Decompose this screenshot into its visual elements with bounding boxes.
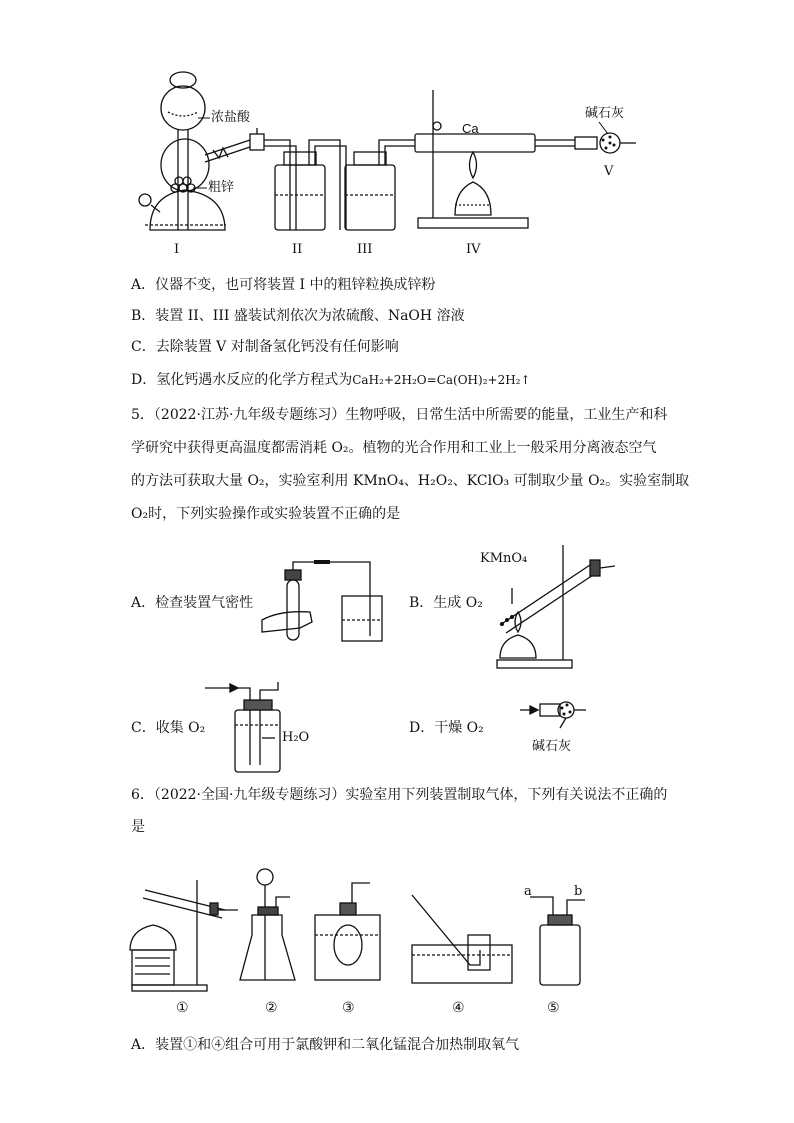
q6-option-a: A．装置①和④组合可用于氯酸钾和二氧化锰混合加热制取氧气 xyxy=(131,1037,520,1053)
q4-option-c: C．去除装置 V 对制备氢化钙没有任何影响 xyxy=(131,339,399,355)
q6-label-b: b xyxy=(574,884,583,899)
label-hcl: 浓盐酸 xyxy=(211,110,251,125)
q6-label-a: a xyxy=(524,884,532,899)
q5-option-b: B．生成 O₂ xyxy=(409,595,483,611)
q6-label-5: ⑤ xyxy=(547,1000,560,1016)
q6-line-2: 是 xyxy=(131,819,145,835)
label-ii: II xyxy=(292,242,303,257)
label-sodalime: 碱石灰 xyxy=(585,106,625,121)
label-iii: III xyxy=(357,242,373,257)
q4-option-a: A．仪器不变，也可将装置 I 中的粗锌粒换成锌粉 xyxy=(131,277,436,293)
q6-label-4: ④ xyxy=(452,1000,465,1016)
label-sodalime-d: 碱石灰 xyxy=(532,739,572,754)
label-iv: IV xyxy=(466,242,481,257)
label-i: I xyxy=(174,242,180,257)
apparatus-figure-1 xyxy=(0,0,794,260)
q6-line-1: 6．（2022·全国·九年级专题练习）实验室用下列装置制取气体，下列有关说法不正确的 xyxy=(131,787,668,803)
label-h2o: H₂O xyxy=(282,730,310,745)
q5-figures-lower xyxy=(0,680,794,800)
q6-label-2: ② xyxy=(265,1000,278,1016)
q6-label-1: ① xyxy=(176,1000,189,1016)
q5-line-2: 学研究中获得更高温度都需消耗 O₂。植物的光合作用和工业上一般采用分离液态空气 xyxy=(131,440,657,456)
label-kmno4: KMnO₄ xyxy=(480,551,528,566)
q5-option-c: C．收集 O₂ xyxy=(131,720,206,736)
q4-option-d-text: D．氢化钙遇水反应的化学方程式为 xyxy=(131,372,353,388)
q5-option-a: A．检查装置气密性 xyxy=(131,595,254,611)
q4-option-d-equation: CaH₂+2H₂O=Ca(OH)₂+2H₂↑ xyxy=(352,373,531,387)
q5-line-1: 5．（2022·江苏·九年级专题练习）生物呼吸，日常生活中所需要的能量，工业生产和科 xyxy=(131,407,668,423)
q4-option-d xyxy=(131,370,531,390)
q4-option-b: B．装置 II、III 盛装试剂依次为浓硫酸、NaOH 溶液 xyxy=(131,308,465,324)
label-zinc: 粗锌 xyxy=(208,180,235,195)
q5-line-3: 的方法可获取大量 O₂，实验室利用 KMnO₄、H₂O₂、KClO₃ 可制取少量 O₂。实验室制取 xyxy=(131,473,690,489)
q6-label-3: ③ xyxy=(342,1000,355,1016)
label-v: V xyxy=(604,164,614,179)
label-ca: Ca xyxy=(462,121,479,136)
q5-line-4: O₂时，下列实验操作或实验装置不正确的是 xyxy=(131,506,401,522)
q5-option-d: D．干燥 O₂ xyxy=(409,720,484,736)
q6-figures xyxy=(0,855,794,1005)
